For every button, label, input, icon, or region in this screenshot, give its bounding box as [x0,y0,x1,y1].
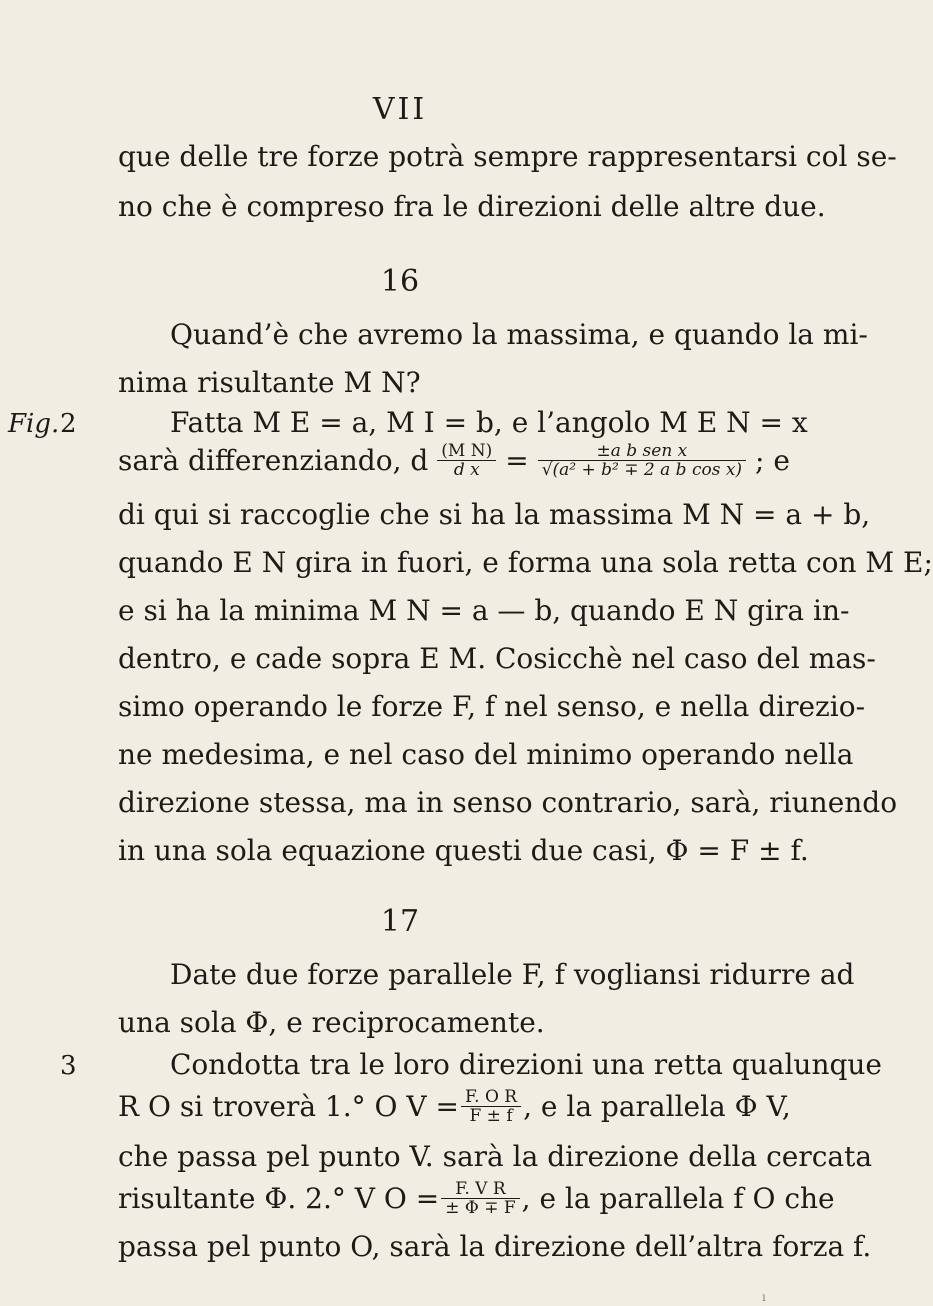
formula-line [118,442,790,479]
text-line: quando E N gira in fuori, e forma una sola retta con M E; [118,546,933,579]
formula-text: , e la parallela Φ V, [523,1089,791,1123]
section-number: 16 [380,264,420,299]
formula-text: sarà differenziando, d [118,443,429,477]
text-line: nima risultante M N? [118,366,421,399]
equals-sign: = [505,443,529,477]
text-line: in una sola equazione questi due casi, Φ = F ± f. [118,834,809,867]
formula-line [118,1179,835,1218]
formula-text: R O si troverà 1.° O V = [118,1089,459,1123]
text-line: Fatta M E = a, M I = b, e l’angolo M E N = x [170,406,808,439]
text-line: Date due forze parallele F, f vogliansi ridurre ad [170,958,855,991]
text-line: ne medesima, e nel caso del minimo operando nella [118,738,854,771]
fraction-denominator: F ± f [469,1106,513,1126]
text-line: una sola Φ, e reciprocamente. [118,1006,545,1039]
margin-fig-number: 2 [60,409,77,439]
text-line: que delle tre forze potrà sempre rappresentarsi col se- [118,140,897,173]
fraction [441,1180,519,1217]
margin-fig-number: 3 [60,1051,77,1081]
fraction-denominator: d x [453,460,480,480]
margin-fig-label: Fig. [8,409,60,439]
text-line: no che è compreso fra le direzioni delle altre due. [118,190,826,223]
text-line: e si ha la minima M N = a — b, quando E N gira in- [118,594,850,627]
fraction [437,442,496,479]
text-line: di qui si raccoglie che si ha la massima M N = a + b, [118,498,871,531]
fraction-denominator: ± Φ ∓ F [445,1198,516,1218]
text-line: che passa pel punto V. sarà la direzione della cercata [118,1140,873,1173]
text-line: simo operando le forze F, f nel senso, e nella direzio- [118,690,866,723]
fraction [538,442,746,479]
text-line: Condotta tra le loro direzioni una retta qualunque [170,1048,883,1081]
page-number: VII [372,92,428,127]
section-number: 17 [380,904,420,939]
fraction-numerator: F. O R [461,1088,521,1107]
formula-text: risultante Φ. 2.° V O = [118,1181,440,1215]
fraction-numerator: F. V R [441,1180,519,1199]
formula-text: , e la parallela f O che [521,1181,835,1215]
text-line: direzione stessa, ma in senso contrario, sarà, riunendo [118,786,898,819]
corner-mark: ı [762,1290,766,1304]
text-line: Quand’è che avremo la massima, e quando la mi- [170,318,868,351]
fraction-denominator: √(a² + b² ∓ 2 a b cos x) [541,460,743,480]
fraction-numerator: (M N) [437,442,496,461]
formula-line [118,1088,790,1125]
formula-text: ; e [755,443,790,477]
fraction [461,1088,521,1125]
fraction-numerator: ±a b sen x [538,442,746,461]
text-line: passa pel punto O, sarà la direzione dell’altra forza f. [118,1230,872,1263]
text-line: dentro, e cade sopra E M. Cosicchè nel caso del mas- [118,642,876,675]
